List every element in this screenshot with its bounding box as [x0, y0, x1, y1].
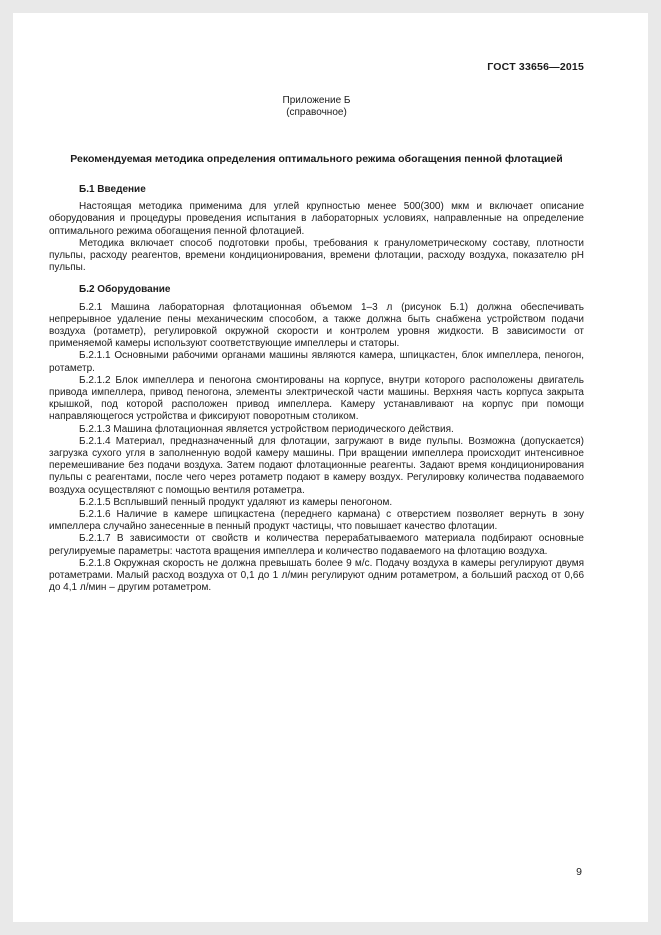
- paragraph: Б.2.1.6 Наличие в камере шпицкастена (переднего кармана) с отверстием позволяет вернуть в зону импеллера случайно занесенные в пенный продукт частицы, что повышает качество флотации.: [49, 509, 584, 533]
- paragraph: Настоящая методика применима для углей крупностью менее 500(300) мкм и включает описание оборудования и процедуры проведения испытания в лабораторных условиях, направленные на определение оптимального режима обогащения пенной флотацией.: [49, 201, 584, 237]
- paragraph: Б.2.1.4 Материал, предназначенный для флотации, загружают в виде пульпы. Возможна (допускается) загрузка сухого угля в заполненную водой камеру машины. При вращении импеллера происходит интенсивное перемешивание без подачи воздуха. Затем подают флотационные реагенты. Задают время кондиционирования пульпы с реагентами, после чего через ротаметр подают в камеру воздух. Регулировку количества подаваемого воздуха осуществляют с помощью вентиля ротаметра.: [49, 435, 584, 496]
- section-heading: Б.1 Введение: [79, 184, 146, 195]
- page-number: 9: [576, 866, 582, 878]
- paragraph: Б.2.1 Машина лабораторная флотационная объемом 1–3 л (рисунок Б.1) должна обеспечивать непрерывное удаление пены механическим способом, а также должна быть снабжена устройством подачи воздуха (ротаметр), регулировкой окружной скорости и контролем уровня жидкости. В зависимости от применяемой камеры используют соответствующие импеллеры и статоры.: [49, 301, 584, 350]
- document-body: [49, 184, 584, 595]
- appendix-title: Приложение Б: [282, 95, 351, 106]
- appendix-subtitle: (справочное): [286, 107, 347, 118]
- document-page: [13, 13, 648, 922]
- paragraph: Б.2.1.1 Основными рабочими органами машины являются камера, шпицкастен, блок импеллера, пеногон, ротаметр.: [49, 350, 584, 374]
- paragraph: Б.2.1.2 Блок импеллера и пеногона смонтированы на корпусе, внутри которого расположены двигатель привода импеллера, привод пеногона, элементы электрической части машины. Верхняя часть корпуса закрыта крышкой, под которой расположен привод импеллера. Камеру устанавливают на корпус при помощи направляющегося устройства и фиксируют поворотным столиком.: [49, 374, 584, 423]
- appendix-header: [49, 95, 584, 119]
- paragraph: Б.2.1.5 Всплывший пенный продукт удаляют из камеры пеногоном.: [79, 496, 393, 508]
- paragraph: Б.2.1.8 Окружная скорость не должна превышать более 9 м/с. Подачу воздуха в камеры регулируют двумя ротаметрами. Малый расход воздуха от 0,1 до 1 л/мин регулируют одним ротаметром, а больший расход от 0,66 до 4,1 л/мин – другим ротаметром.: [49, 557, 584, 594]
- paragraph: Б.2.1.7 В зависимости от свойств и количества перерабатываемого материала подбирают основные регулируемые параметры: частота вращения импеллера и количество подаваемого на флотацию воздуха.: [49, 533, 584, 557]
- section-heading: Б.2 Оборудование: [79, 284, 171, 296]
- main-title: Рекомендуемая методика определения оптимального режима обогащения пенной флотацией: [70, 153, 563, 165]
- paragraph: Б.2.1.3 Машина флотационная является устройством периодического действия.: [79, 423, 454, 435]
- paragraph: Методика включает способ подготовки пробы, требования к гранулометрическому составу, плотности пульпы, расходу реагентов, времени кондиционирования, времени флотации, расходу воздуха, показателю pH пульпы.: [49, 237, 584, 274]
- document-number: ГОСТ 33656—2015: [487, 61, 584, 73]
